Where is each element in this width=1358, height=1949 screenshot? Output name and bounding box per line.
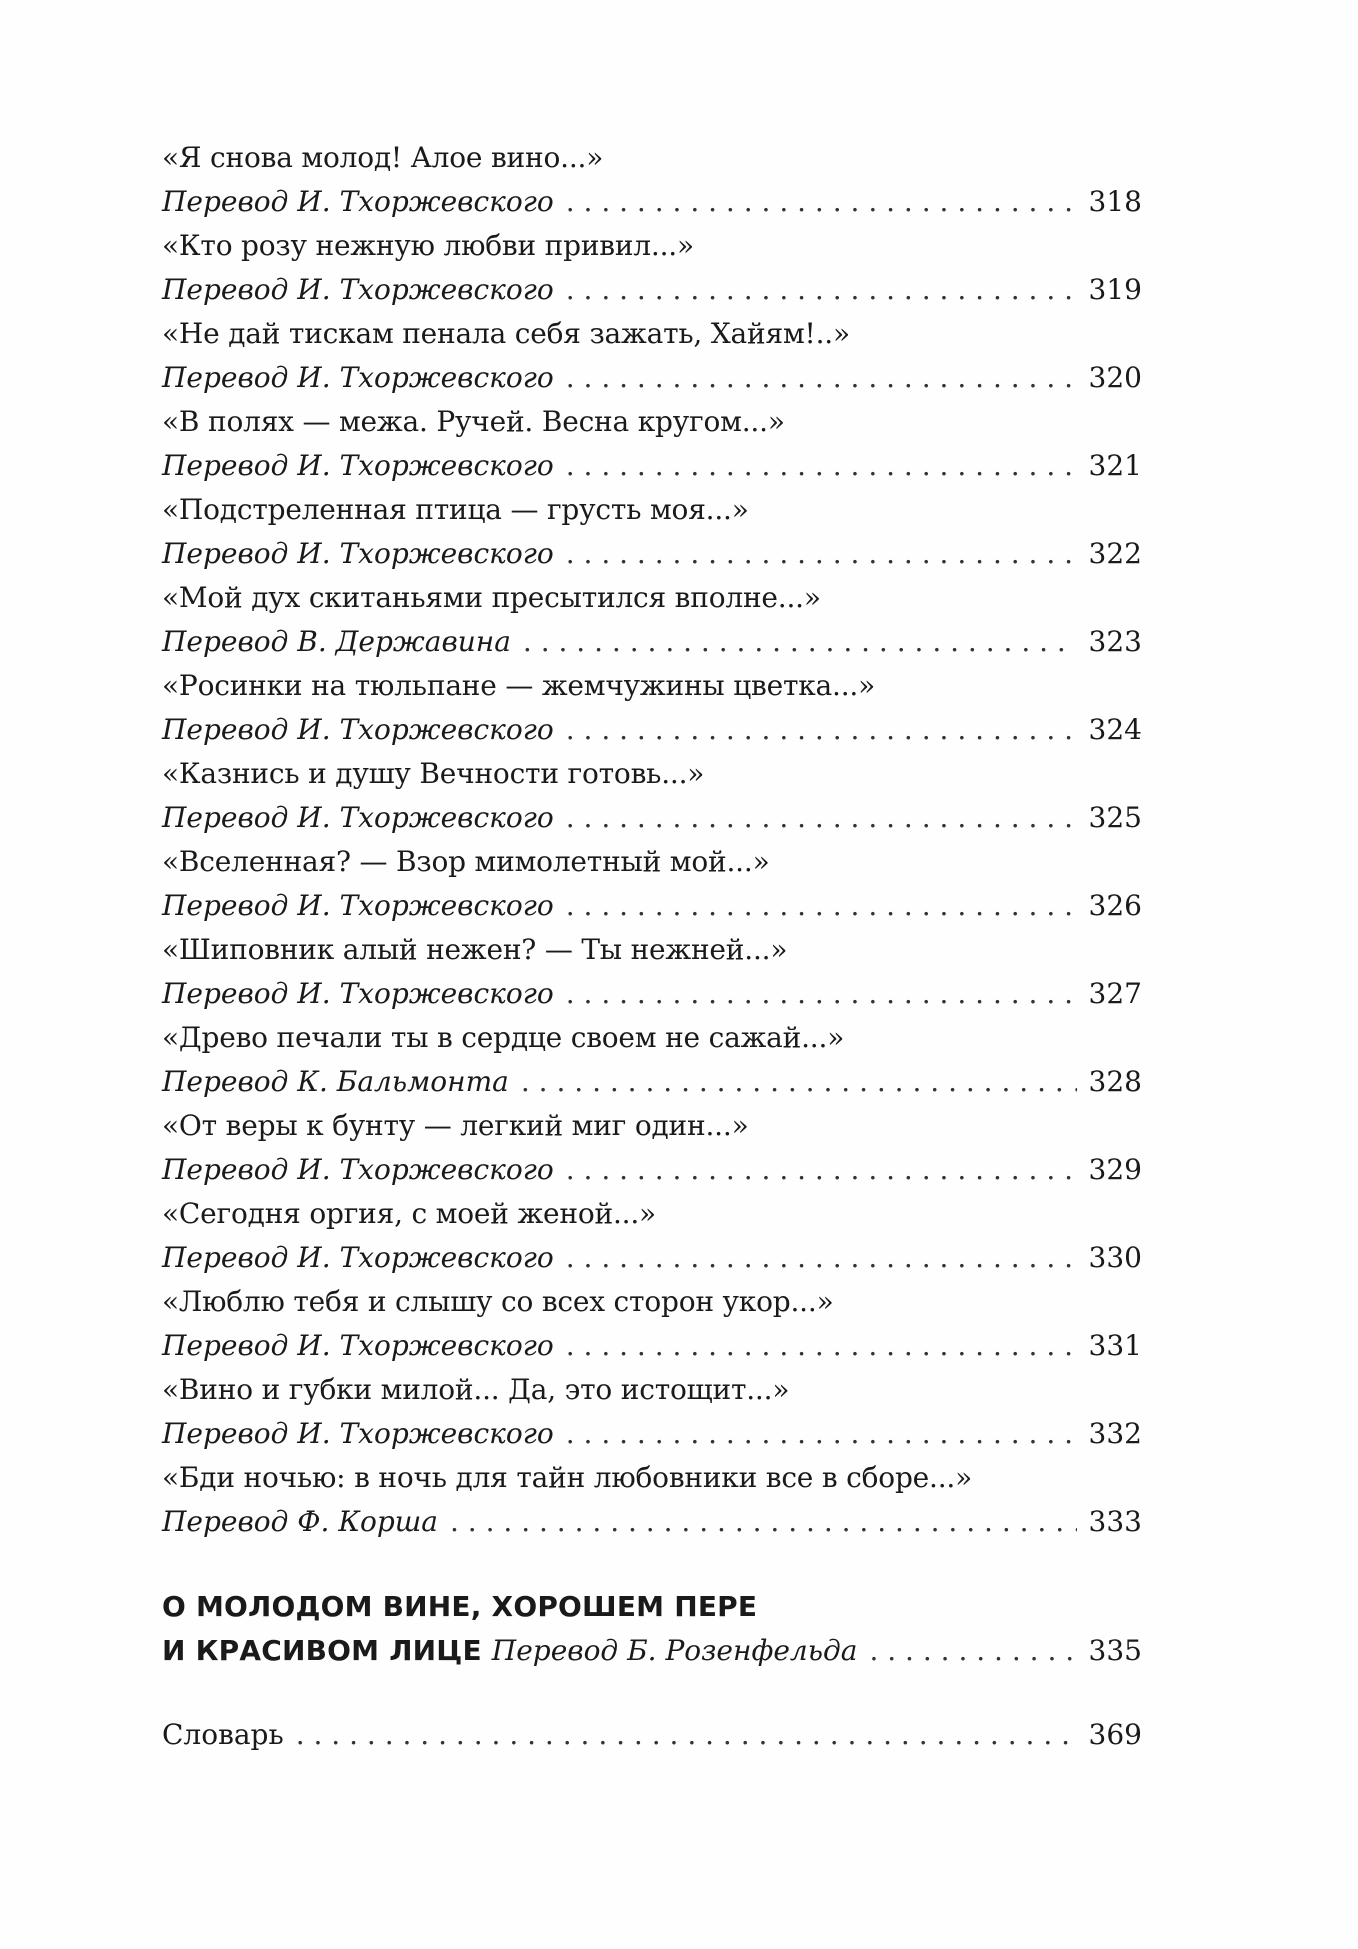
toc-entry bbox=[162, 1016, 1142, 1104]
toc-entry bbox=[162, 752, 1142, 840]
entry-title: «Кто розу нежную любви привил...» bbox=[162, 229, 694, 262]
entry-credit-line bbox=[162, 796, 1142, 840]
entry-credit-line bbox=[162, 444, 1142, 488]
entry-page-number: 326 bbox=[1088, 889, 1142, 922]
entry-credit: Перевод И. Тхоржевского bbox=[162, 273, 554, 306]
table-of-contents bbox=[162, 136, 1142, 1544]
entry-page-number: 319 bbox=[1088, 273, 1142, 306]
entry-credit: Перевод Ф. Корша bbox=[162, 1505, 438, 1538]
entry-page-number: 330 bbox=[1088, 1241, 1142, 1274]
entry-page-number: 321 bbox=[1088, 449, 1142, 482]
entry-credit: Перевод И. Тхоржевского bbox=[162, 185, 554, 218]
section-title-line1: О МОЛОДОМ ВИНЕ, ХОРОШЕМ ПЕРЕ bbox=[162, 1590, 758, 1623]
entry-title: «Росинки на тюльпане — жемчужины цветка...» bbox=[162, 669, 876, 702]
toc-entry bbox=[162, 1192, 1142, 1280]
toc-entry bbox=[162, 224, 1142, 312]
entry-credit-line bbox=[162, 268, 1142, 312]
dot-leader bbox=[869, 1629, 1076, 1673]
entry-credit-line bbox=[162, 1412, 1142, 1456]
entry-title: «От веры к бунту — легкий миг один...» bbox=[162, 1109, 749, 1142]
entry-credit-line bbox=[162, 1324, 1142, 1368]
section-title-line2 bbox=[162, 1629, 1142, 1673]
entry-title: «Люблю тебя и слышу со всех сторон укор...» bbox=[162, 1285, 834, 1318]
entry-credit-line bbox=[162, 620, 1142, 664]
toc-entry bbox=[162, 1456, 1142, 1544]
entry-title: «Бди ночью: в ночь для тайн любовники все в сборе...» bbox=[162, 1461, 973, 1494]
entry-credit: Перевод И. Тхоржевского bbox=[162, 1153, 554, 1186]
section-heading bbox=[162, 1585, 1142, 1673]
dot-leader bbox=[450, 1500, 1077, 1544]
entry-title: «Вселенная? — Взор мимолетный мой...» bbox=[162, 845, 770, 878]
dot-leader bbox=[521, 1060, 1077, 1104]
entry-title: «Я снова молод! Алое вино...» bbox=[162, 141, 604, 174]
entry-page-number: 318 bbox=[1088, 185, 1142, 218]
toc-entry bbox=[162, 840, 1142, 928]
entry-page-number: 328 bbox=[1088, 1065, 1142, 1098]
entry-credit-line bbox=[162, 972, 1142, 1016]
entry-title: «Подстреленная птица — грусть моя...» bbox=[162, 493, 749, 526]
dot-leader bbox=[566, 268, 1077, 312]
dot-leader bbox=[566, 180, 1077, 224]
entry-credit-line bbox=[162, 532, 1142, 576]
entry-credit: Перевод И. Тхоржевского bbox=[162, 977, 554, 1010]
dot-leader bbox=[566, 1324, 1077, 1368]
toc-entry bbox=[162, 312, 1142, 400]
entry-credit: Перевод И. Тхоржевского bbox=[162, 801, 554, 834]
entry-credit: Перевод И. Тхоржевского bbox=[162, 449, 554, 482]
entry-title: «В полях — межа. Ручей. Весна кругом...» bbox=[162, 405, 785, 438]
entry-credit-line bbox=[162, 356, 1142, 400]
entry-page-number: 325 bbox=[1088, 801, 1142, 834]
entry-credit-line bbox=[162, 708, 1142, 752]
toc-entry bbox=[162, 488, 1142, 576]
entry-page-number: 322 bbox=[1088, 537, 1142, 570]
entry-credit-line bbox=[162, 1060, 1142, 1104]
entry-credit-line bbox=[162, 180, 1142, 224]
toc-entry bbox=[162, 576, 1142, 664]
dot-leader bbox=[296, 1713, 1077, 1757]
dot-leader bbox=[566, 1148, 1077, 1192]
dot-leader bbox=[566, 1412, 1077, 1456]
entry-page-number: 327 bbox=[1088, 977, 1142, 1010]
entry-credit: Перевод И. Тхоржевского bbox=[162, 1241, 554, 1274]
entry-credit: Перевод И. Тхоржевского bbox=[162, 1417, 554, 1450]
toc-entry bbox=[162, 400, 1142, 488]
dot-leader bbox=[566, 972, 1077, 1016]
dot-leader bbox=[566, 708, 1077, 752]
entry-credit-line bbox=[162, 1236, 1142, 1280]
entry-page-number: 332 bbox=[1088, 1417, 1142, 1450]
dot-leader bbox=[566, 532, 1077, 576]
dot-leader bbox=[566, 1236, 1077, 1280]
entry-credit: Перевод И. Тхоржевского bbox=[162, 361, 554, 394]
section-credit: Перевод Б. Розенфельда bbox=[491, 1634, 858, 1667]
entry-title: «Вино и губки милой... Да, это истощит...» bbox=[162, 1373, 790, 1406]
entry-credit: Перевод И. Тхоржевского bbox=[162, 713, 554, 746]
dot-leader bbox=[523, 620, 1077, 664]
entry-title: «Казнись и душу Вечности готовь...» bbox=[162, 757, 705, 790]
glossary-page-number: 369 bbox=[1088, 1718, 1142, 1751]
entry-title: «Древо печали ты в сердце своем не сажай...» bbox=[162, 1021, 845, 1054]
entry-page-number: 324 bbox=[1088, 713, 1142, 746]
dot-leader bbox=[566, 796, 1077, 840]
section-title-continuation: И КРАСИВОМ ЛИЦЕ bbox=[162, 1634, 482, 1667]
entry-credit: Перевод К. Бальмонта bbox=[162, 1065, 509, 1098]
toc-entry bbox=[162, 1280, 1142, 1368]
entry-page-number: 331 bbox=[1088, 1329, 1142, 1362]
entry-title: «Шиповник алый нежен? — Ты нежней...» bbox=[162, 933, 788, 966]
toc-entry bbox=[162, 1104, 1142, 1192]
dot-leader bbox=[566, 444, 1077, 488]
entry-title: «Не дай тискам пенала себя зажать, Хайям!..» bbox=[162, 317, 850, 350]
toc-entry bbox=[162, 136, 1142, 224]
entry-title: «Мой дух скитаньями пресытился вполне...» bbox=[162, 581, 821, 614]
entry-credit: Перевод И. Тхоржевского bbox=[162, 889, 554, 922]
glossary-entry bbox=[162, 1713, 1142, 1757]
entry-page-number: 333 bbox=[1088, 1505, 1142, 1538]
entry-page-number: 323 bbox=[1088, 625, 1142, 658]
toc-entry bbox=[162, 1368, 1142, 1456]
entry-credit-line bbox=[162, 884, 1142, 928]
dot-leader bbox=[566, 356, 1077, 400]
entry-page-number: 329 bbox=[1088, 1153, 1142, 1186]
entry-credit: Перевод И. Тхоржевского bbox=[162, 1329, 554, 1362]
glossary-line bbox=[162, 1713, 1142, 1757]
entry-credit: Перевод И. Тхоржевского bbox=[162, 537, 554, 570]
entry-title: «Сегодня оргия, с моей женой...» bbox=[162, 1197, 656, 1230]
dot-leader bbox=[566, 884, 1077, 928]
entry-credit-line bbox=[162, 1148, 1142, 1192]
glossary-label: Словарь bbox=[162, 1718, 284, 1751]
entry-credit-line bbox=[162, 1500, 1142, 1544]
toc-entry bbox=[162, 664, 1142, 752]
entry-credit: Перевод В. Державина bbox=[162, 625, 511, 658]
entry-page-number: 320 bbox=[1088, 361, 1142, 394]
toc-entry bbox=[162, 928, 1142, 1016]
section-page-number: 335 bbox=[1088, 1634, 1142, 1667]
